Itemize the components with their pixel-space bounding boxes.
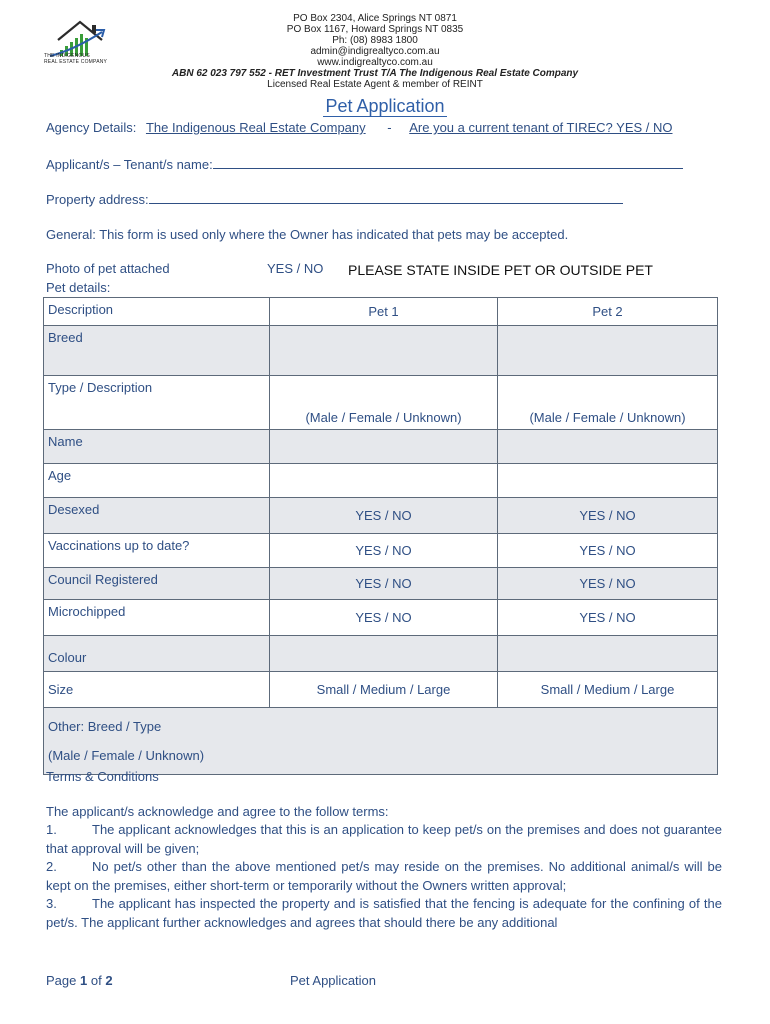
- applicant-row: [46, 156, 683, 172]
- pet1-council-options[interactable]: YES / NO: [270, 568, 498, 600]
- licence-line: Licensed Real Estate Agent & member of REINT: [267, 79, 483, 90]
- pet2-size-options[interactable]: Small / Medium / Large: [498, 672, 718, 708]
- phone-number: Ph: (08) 8983 1800: [332, 35, 418, 46]
- pet1-vaccinations-options[interactable]: YES / NO: [270, 534, 498, 568]
- row-other: [44, 708, 718, 775]
- postal-address-2: PO Box 1167, Howard Springs NT 0835: [286, 24, 464, 35]
- table-header-row: [44, 298, 718, 326]
- pet1-breed-field[interactable]: [270, 326, 498, 376]
- email-address: admin@indigrealtyco.com.au: [310, 46, 440, 57]
- pet-details-label: Pet details:: [46, 280, 111, 295]
- row-name-label: Name: [44, 430, 270, 464]
- pet2-microchipped-options[interactable]: YES / NO: [498, 600, 718, 636]
- form-title-wrap: [0, 96, 770, 117]
- header-pet2: Pet 2: [498, 298, 718, 326]
- pet2-vaccinations-options[interactable]: YES / NO: [498, 534, 718, 568]
- logo-line-2: REAL ESTATE COMPANY: [44, 59, 108, 65]
- pet2-breed-field[interactable]: [498, 326, 718, 376]
- inside-outside-note: PLEASE STATE INSIDE PET OR OUTSIDE PET: [348, 262, 653, 278]
- terms-item-2: [46, 858, 722, 895]
- row-size: [44, 672, 718, 708]
- pet1-name-field[interactable]: [270, 430, 498, 464]
- terms-item-3-text: The applicant has inspected the property and is satisfied that the fencing is adequate for the confining of the pet/s. The applicant further acknowledges and agrees that should there be any additional: [46, 896, 722, 930]
- logo-wordmark: [44, 53, 114, 65]
- row-name: [44, 430, 718, 464]
- logo-line-1: THE INDIGENOUS: [44, 53, 90, 59]
- page-number: 1: [80, 973, 88, 988]
- page-indicator: [46, 973, 113, 988]
- row-microchipped: [44, 600, 718, 636]
- footer-doc-name: Pet Application: [290, 973, 377, 988]
- row-breed-label: Breed: [44, 326, 270, 376]
- tenant-question[interactable]: Are you a current tenant of TIREC? YES / NO: [409, 120, 673, 135]
- terms-heading: Terms & Conditions: [46, 769, 159, 784]
- row-colour: [44, 636, 718, 672]
- agency-value: The Indigenous Real Estate Company: [145, 120, 366, 135]
- general-note: General: This form is used only where the Owner has indicated that pets may be accepted.: [46, 227, 569, 242]
- agency-dash: -: [387, 120, 392, 135]
- terms-item-1: [46, 821, 722, 858]
- photo-options[interactable]: YES / NO: [267, 261, 324, 276]
- pet2-name-field[interactable]: [498, 430, 718, 464]
- pet2-desexed-options[interactable]: YES / NO: [498, 498, 718, 534]
- pet-details-table: [43, 297, 718, 775]
- row-council: [44, 568, 718, 600]
- row-microchipped-label: Microchipped: [44, 600, 270, 636]
- row-vaccinations-label: Vaccinations up to date?: [44, 534, 270, 568]
- header-description: Description: [44, 298, 270, 326]
- page-total: 2: [105, 973, 113, 988]
- page-prefix: Page: [46, 973, 77, 988]
- photo-label: Photo of pet attached: [46, 261, 170, 276]
- other-cell[interactable]: [44, 708, 718, 775]
- website: www.indigrealtyco.com.au: [317, 57, 433, 68]
- property-row: [46, 191, 623, 207]
- row-breed: [44, 326, 718, 376]
- row-desexed: [44, 498, 718, 534]
- pet1-type-field[interactable]: (Male / Female / Unknown): [270, 376, 498, 430]
- row-colour-label: Colour: [44, 636, 270, 672]
- terms-intro: The applicant/s acknowledge and agree to the follow terms:: [46, 804, 389, 819]
- pet1-age-field[interactable]: [270, 464, 498, 498]
- form-title: Pet Application: [325, 96, 445, 116]
- row-type: [44, 376, 718, 430]
- row-size-label: Size: [44, 672, 270, 708]
- page-of: of: [90, 973, 102, 988]
- pet2-age-field[interactable]: [498, 464, 718, 498]
- pet1-microchipped-options[interactable]: YES / NO: [270, 600, 498, 636]
- letterhead: [150, 13, 600, 90]
- pet1-colour-field[interactable]: [270, 636, 498, 672]
- row-other-label: Other: Breed / Type: [48, 719, 162, 734]
- terms-item-3-num: 3.: [46, 896, 57, 911]
- pet2-type-field[interactable]: (Male / Female / Unknown): [498, 376, 718, 430]
- terms-item-3: [46, 895, 722, 932]
- pet2-colour-field[interactable]: [498, 636, 718, 672]
- applicant-label: Applicant/s – Tenant/s name:: [46, 157, 213, 172]
- applicant-name-field[interactable]: [213, 156, 683, 169]
- pet1-size-options[interactable]: Small / Medium / Large: [270, 672, 498, 708]
- row-desexed-label: Desexed: [44, 498, 270, 534]
- property-label: Property address:: [46, 192, 149, 207]
- header-pet1: Pet 1: [270, 298, 498, 326]
- agency-details-row: [46, 120, 673, 135]
- row-age: [44, 464, 718, 498]
- postal-address-1: PO Box 2304, Alice Springs NT 0871: [293, 13, 457, 24]
- agency-label: Agency Details:: [46, 120, 137, 135]
- row-type-label: Type / Description: [44, 376, 270, 430]
- terms-item-1-text: The applicant acknowledges that this is an application to keep pet/s on the premises and does not guarantee that approval will be given;: [46, 822, 722, 856]
- row-vaccinations: [44, 534, 718, 568]
- row-age-label: Age: [44, 464, 270, 498]
- pet1-desexed-options[interactable]: YES / NO: [270, 498, 498, 534]
- property-address-field[interactable]: [149, 191, 623, 204]
- abn-line: ABN 62 023 797 552 - RET Investment Trust T/A The Indigenous Real Estate Company: [171, 68, 579, 79]
- row-other-sub: (Male / Female / Unknown): [48, 748, 205, 763]
- terms-item-2-text: No pet/s other than the above mentioned pet/s may reside on the premises. No additional animal/s will be kept on the premises, either short-term or temporarily without the Owners written approval;: [46, 859, 722, 893]
- pet2-council-options[interactable]: YES / NO: [498, 568, 718, 600]
- terms-item-2-num: 2.: [46, 859, 57, 874]
- row-council-label: Council Registered: [44, 568, 270, 600]
- terms-item-1-num: 1.: [46, 822, 57, 837]
